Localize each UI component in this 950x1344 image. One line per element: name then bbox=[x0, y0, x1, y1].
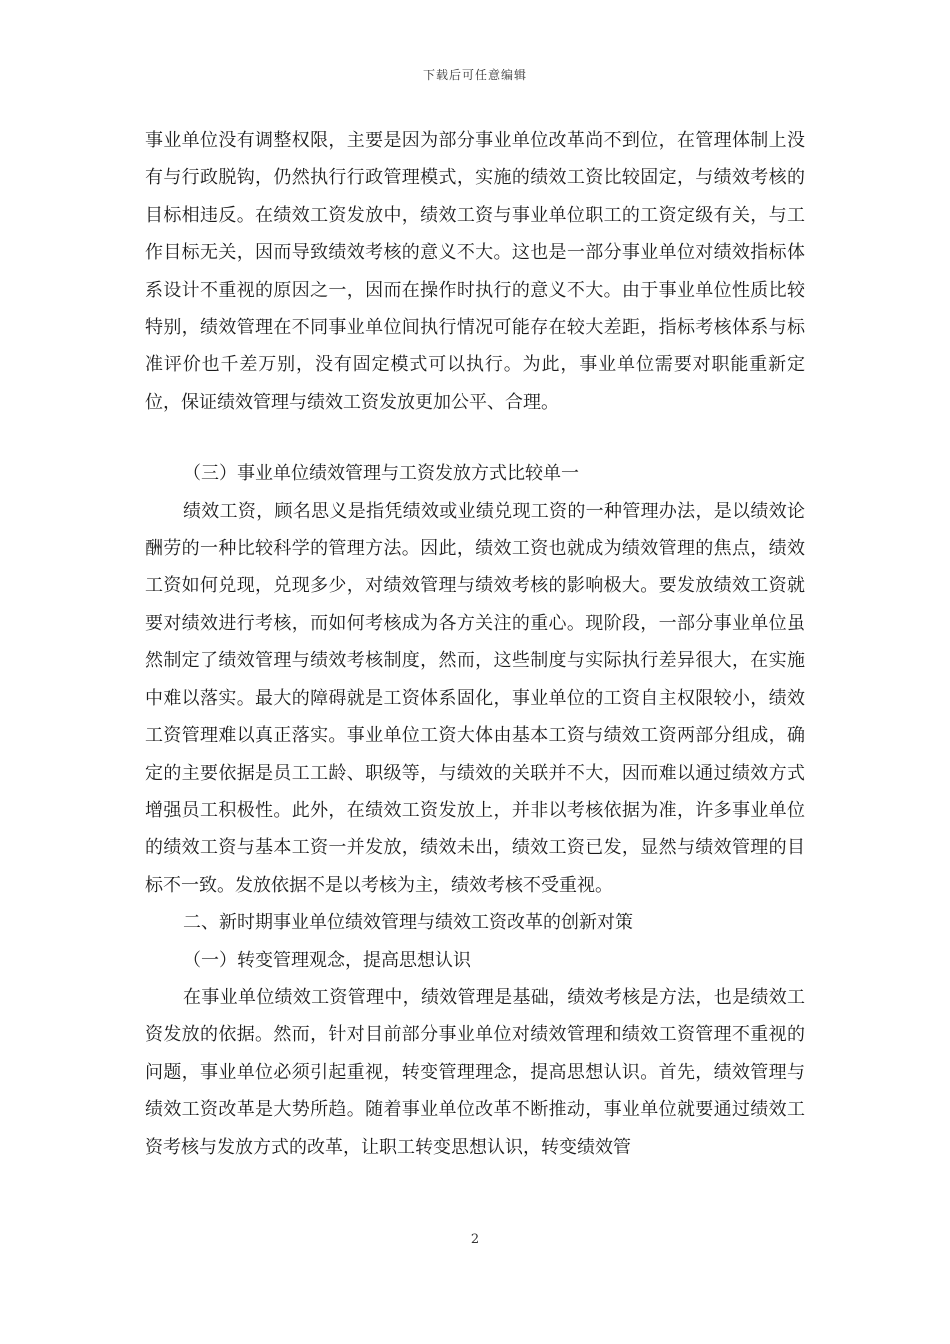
section-heading-3: （三）事业单位绩效管理与工资发放方式比较单一 bbox=[183, 463, 579, 485]
page-number: 2 bbox=[470, 1232, 480, 1247]
paragraph-3: 在事业单位绩效工资管理中，绩效管理是基础，绩效考核是方法，也是绩效工资发放的依据。然而，针对目前部分事业单位对绩效管理和绩效工资管理不重视的问题，事业单位必须引起重视，转变管理理念，提高思想认识。首先，绩效管理与绩效工资改革是大势所趋。随着事业单位改革不断推动，事业单位就要通过绩效工资考核与发放方式的改革，让职工转变思想认识，转变绩效管 bbox=[145, 986, 805, 1158]
document-body bbox=[145, 122, 805, 1166]
page-header: 下载后可任意编辑 bbox=[422, 68, 527, 82]
section-heading-1: （一）转变管理观念，提高思想认识 bbox=[183, 949, 471, 971]
paragraph-2: 绩效工资，顾名思义是指凭绩效或业绩兑现工资的一种管理办法，是以绩效论酬劳的一种比较科学的管理方法。因此，绩效工资也就成为绩效管理的焦点，绩效工资如何兑现，兑现多少，对绩效管理与绩效考核的影响极大。要发放绩效工资就要对绩效进行考核，而如何考核成为各方关注的重心。现阶段，一部分事业单位虽然制定了绩效管理与绩效考核制度，然而，这些制度与实际执行差异很大，在实施中难以落实。最大的障碍就是工资体系固化，事业单位的工资自主权限较小，绩效工资管理难以真正落实。事业单位工资大体由基本工资与绩效工资两部分组成，确定的主要依据是员工工龄、职级等，与绩效的关联并不大，因而难以通过绩效方式增强员工积极性。此外，在绩效工资发放上，并非以考核依据为准，许多事业单位的绩效工资与基本工资一并发放，绩效未出，绩效工资已发，显然与绩效管理的目标不一致。发放依据不是以考核为主，绩效考核不受重视。 bbox=[145, 500, 805, 896]
paragraph-1: 事业单位没有调整权限，主要是因为部分事业单位改革尚不到位，在管理体制上没有与行政脱钩，仍然执行行政管理模式，实施的绩效工资比较固定，与绩效考核的目标相违反。在绩效工资发放中，绩效工资与事业单位职工的工资定级有关，与工作目标无关，因而导致绩效考核的意义不大。这也是一部分事业单位对绩效指标体系设计不重视的原因之一，因而在操作时执行的意义不大。由于事业单位性质比较特别，绩效管理在不同事业单位间执行情况可能存在较大差距，指标考核体系与标准评价也千差万别，没有固定模式可以执行。为此，事业单位需要对职能重新定位，保证绩效管理与绩效工资发放更加公平、合理。 bbox=[145, 130, 805, 413]
chapter-heading-2: 二、新时期事业单位绩效管理与绩效工资改革的创新对策 bbox=[183, 912, 633, 934]
